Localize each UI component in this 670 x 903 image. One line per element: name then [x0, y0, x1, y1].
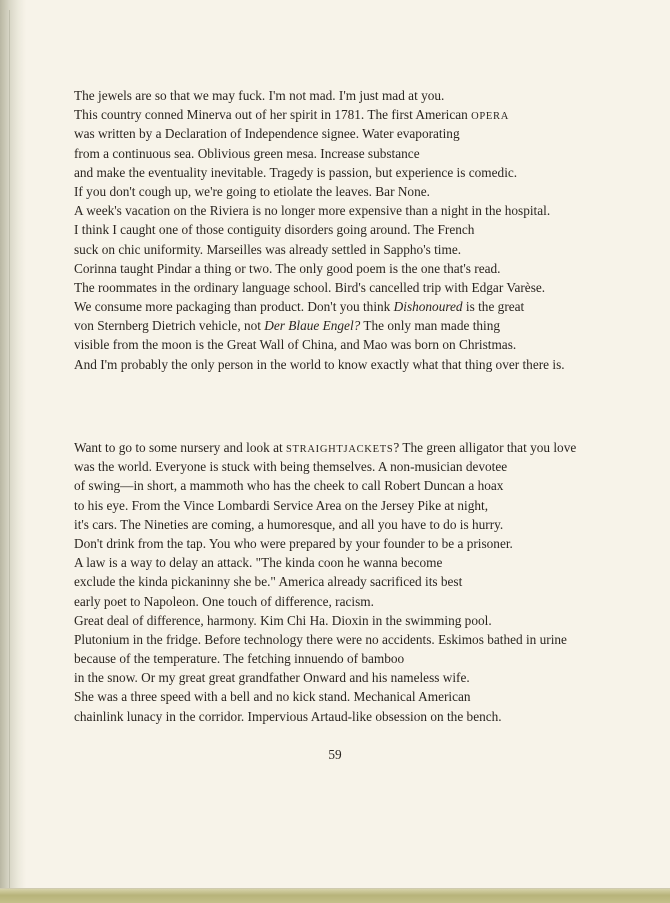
poem-line — [74, 297, 664, 316]
poem-line: from a continuous sea. Oblivious green mesa. Increase substance — [74, 145, 420, 161]
page-number: 59 — [328, 747, 342, 762]
poem-line-text: The only man made thing — [360, 318, 501, 334]
poem-line: Corinna taught Pindar a thing or two. The only good poem is the one that's read. — [74, 260, 501, 276]
poem-line: visible from the moon is the Great Wall of China, and Mao was born on Christmas. — [74, 337, 517, 353]
poem-line: A law is a way to delay an attack. "The kinda coon he wanna become — [74, 555, 443, 571]
poem-line: was written by a Declaration of Independence signee. Water evaporating — [74, 126, 460, 142]
poem-line-text: Want to go to some nursery and look at — [74, 440, 287, 455]
poem-line: exclude the kinda pickaninny she be." America already sacrificed its best — [74, 574, 463, 590]
poem-line — [74, 438, 664, 457]
poem-line: She was a three speed with a bell and no kick stand. Mechanical American — [74, 689, 471, 705]
poem-line: Great deal of difference, harmony. Kim Chi Ha. Dioxin in the swimming pool. — [74, 612, 492, 628]
poem-line: chainlink lunacy in the corridor. Impervious Artaud-like obsession on the bench. — [74, 708, 502, 724]
page-bottom-edge — [0, 889, 670, 903]
film-title-italic: Dishonoured — [393, 299, 463, 315]
small-caps-word: STRAIGHTJACKETS — [286, 444, 394, 455]
poem-stanza-2 — [74, 438, 664, 726]
poem-line — [74, 105, 664, 124]
poem-line: early poet to Napoleon. One touch of difference, racism. — [74, 593, 374, 609]
small-caps-word: OPERA — [471, 111, 510, 123]
poem-line: If you don't cough up, we're going to etiolate the leaves. Bar None. — [74, 183, 430, 199]
poem-line-text: ? The green alligator that you love — [393, 440, 577, 455]
poem-line-text: This country conned Minerva out of her spirit in 1781. The first American — [74, 107, 472, 123]
poem-line — [74, 316, 664, 335]
poem-line: I think I caught one of those contiguity disorders going around. The French — [74, 222, 475, 238]
poem-line: and make the eventuality inevitable. Tragedy is passion, but experience is comedic. — [74, 164, 518, 180]
poem-line: Don't drink from the tap. You who were prepared by your founder to be a prisoner. — [74, 535, 513, 551]
poem-line: to his eye. From the Vince Lombardi Service Area on the Jersey Pike at night, — [74, 497, 489, 513]
poem-line: because of the temperature. The fetching innuendo of bamboo — [74, 651, 405, 667]
poem-line: The roommates in the ordinary language school. Bird's cancelled trip with Edgar Varèse. — [74, 279, 546, 295]
poem-line: The jewels are so that we may fuck. I'm not mad. I'm just mad at you. — [74, 88, 445, 103]
poem-stanza-1 — [74, 86, 664, 374]
poem-line: A week's vacation on the Riviera is no longer more expensive than a night in the hospital. — [74, 203, 551, 219]
poem-line-text: von Sternberg Dietrich vehicle, not — [74, 318, 265, 334]
book-spine-shadow — [0, 0, 26, 903]
poem-line: And I'm probably the only person in the world to know exactly what that thing over there is. — [74, 356, 565, 372]
poem-line: suck on chic uniformity. Marseilles was already settled in Sappho's time. — [74, 241, 462, 257]
poem-line: it's cars. The Nineties are coming, a humoresque, and all you have to do is hurry. — [74, 516, 504, 532]
poem-line-text: We consume more packaging than product. Don't you think — [74, 299, 394, 315]
poem-line: in the snow. Or my great great grandfather Onward and his nameless wife. — [74, 670, 470, 686]
poem-line: Plutonium in the fridge. Before technology there were no accidents. Eskimos bathed in urine — [74, 631, 567, 647]
poem-line-text: is the great — [462, 299, 525, 315]
poem-line: was the world. Everyone is stuck with being themselves. A non-musician devotee — [74, 459, 508, 475]
film-title-italic: Der Blaue Engel? — [264, 318, 361, 334]
poem-line: of swing—in short, a mammoth who has the cheek to call Robert Duncan a hoax — [74, 478, 504, 494]
